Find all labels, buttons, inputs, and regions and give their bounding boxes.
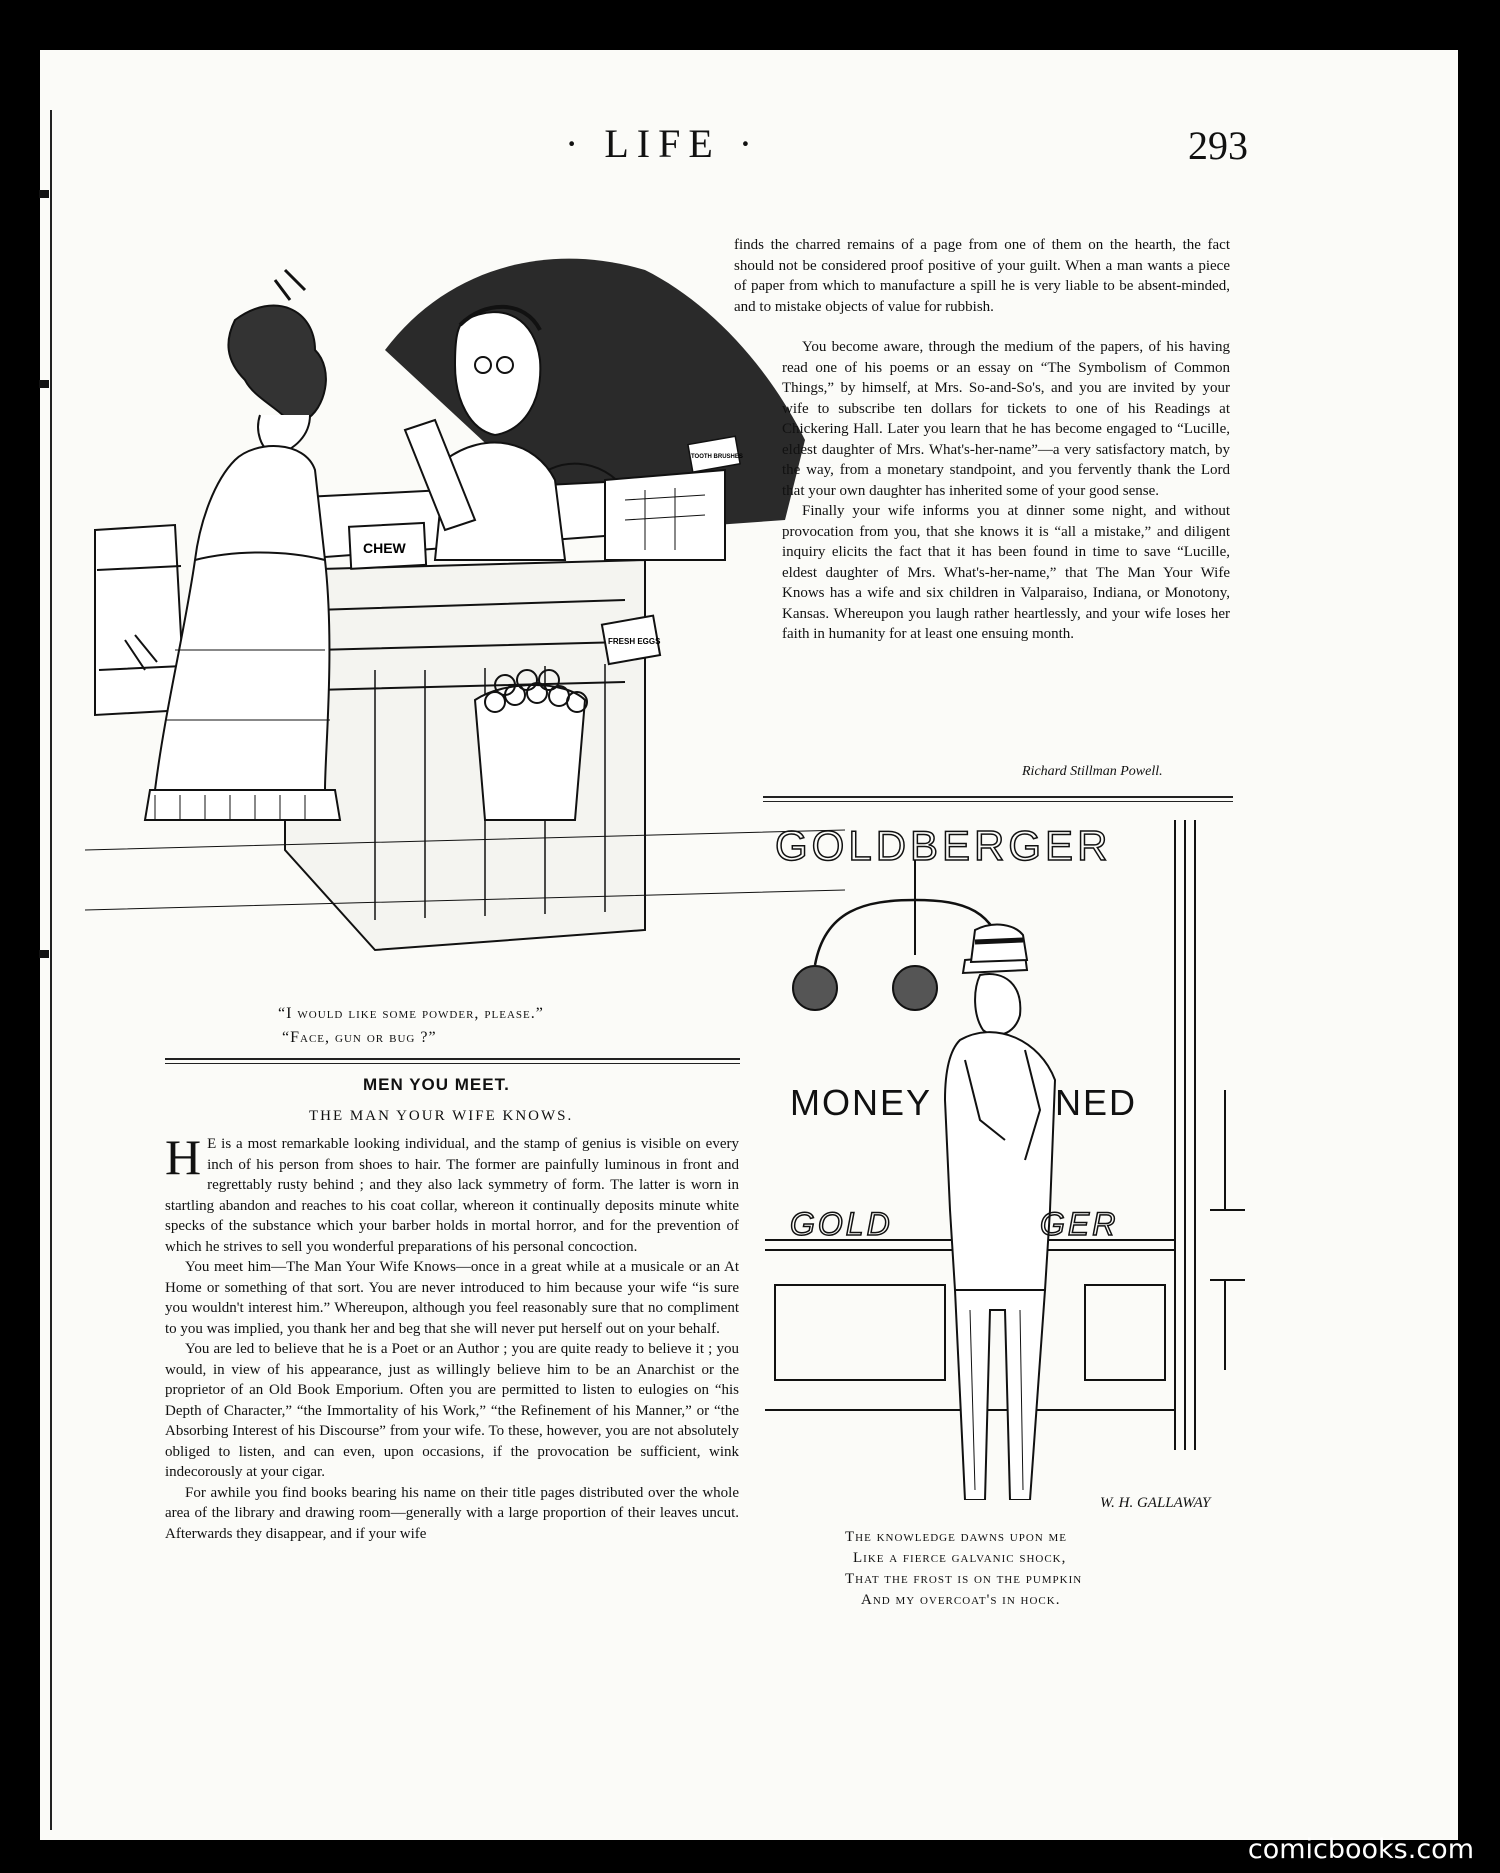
paragraph-7: Finally your wife informs you at dinner some night, and without provocation from you, that she knows it is “all a mistake,” and diligent inquiry elicits the fact that it has been found in time to save “Lucille, eldest daughter of Mrs. What's-her-name,” that The Man Your Wife Knows has a wife and six children in Valparaiso, Indiana, or Monotony, Kansas. Whereupon you laugh rather heartlessly, and your wife loses her faith in humanity for at least one ensuing month. — [782, 503, 1230, 642]
cartoon-store-counter — [85, 230, 845, 1010]
sign-fresh-eggs — [602, 616, 661, 664]
section-rule-right — [763, 796, 1233, 802]
poem-line-2: Like a fierce galvanic shock, — [853, 1550, 1067, 1566]
paragraph-3: You are led to believe that he is a Poet or an Author ; you are quite ready to believe it ; you would, in view of his appearance, just as willingly believe him to be an Anarchist or the proprietor of an Old Book Emporium. Often you are permitted to listen to eulogies on “his Depth of Character,” “the Immortality of his Work,” “the Refinement of his Manner,” or “the Absorbing Interest of his Discourse” from your wife. To these, however, you are not absolutely obliged to listen, and can even, upon occasions, if the provocation be sufficient, wink indecorously at your cigar. — [165, 1341, 739, 1480]
store-counter-drawing — [85, 230, 845, 1010]
sign-tooth-brushes-text: TOOTH BRUSHES — [691, 454, 743, 460]
binding-notch — [39, 190, 49, 198]
poem-line-3: That the frost is on the pumpkin — [845, 1571, 1083, 1587]
artist-signature: W. H. GALLAWAY — [1100, 1495, 1211, 1511]
caption-line-1: “I would like some powder, please.” — [278, 1005, 544, 1022]
paragraph-6: You become aware, through the medium of the papers, of his having read one of his poems or an essay on “The Symbolism of Common Things,” by himself, at Mrs. So-and-So's, and you are invited by your wife to subscribe ten dollars for tickets to one of his Readings at Chickering Hall. Later you learn that he has become engaged to “Lucille, eldest daughter of Mrs. What's-her-name”—a very satisfactory match, by the way, from a monetary standpoint, and you fervently thank the Lord that your own daughter has inherited some of your good sense. — [782, 339, 1230, 499]
poem-caption — [845, 1527, 1082, 1611]
paragraph-4: For awhile you find books bearing his name on their title pages distributed over the whole area of the library and drawing room—generally with a large proportion of their leaves uncut. Afterwards they disappear, and if your wife — [165, 1484, 739, 1542]
left-cartoon-caption — [278, 1002, 544, 1050]
pawnshop-drawing — [765, 810, 1245, 1500]
watermark: comicbooks.com — [1247, 1834, 1474, 1865]
sign-chew-text: CHEW — [363, 540, 406, 556]
article-subheading: THE MAN YOUR WIFE KNOWS. — [309, 1108, 574, 1124]
sign-fresh-eggs-text: FRESH EGGS — [608, 637, 661, 646]
author-signature: Richard Stillman Powell. — [1022, 764, 1163, 779]
paragraph-2: You meet him—The Man Your Wife Knows—once in a great while at a musicale or an At Home or something of that sort. You are never introduced to him because your wife “is sure you wouldn't interest him.” Whereupon, although you feel reasonably sure that no compliment to you was implied, you thank her and beg that she will never put herself out on your behalf. — [165, 1259, 739, 1337]
paragraph-5: finds the charred remains of a page from one of them on the hearth, the fact should not be considered proof positive of your guilt. When a man wants a piece of paper from which to manufacture a spill he is very liable to be absent-minded, and to mistake objects of value for rubbish. — [734, 237, 1230, 315]
drop-cap: H — [165, 1129, 202, 1185]
window-text-right: NED — [1055, 1082, 1138, 1123]
paragraph-1: H E is a most remarkable looking individual, and the stamp of genius is visible on every inch of his person from shoes to hair. The former are painfully luminous in front and regrettably rusty behind ; and they also lack symmetry of form. The latter is worn in startling abandon and reaches to his coat collar, whereon it continually deposits minute white specks of the substance which your barber holds in mortal horror, and for the prevention of which he strives to sell you wonderful preparations of his personal concoction. — [165, 1129, 739, 1255]
article-column-left — [165, 1129, 739, 1544]
binding-edge — [40, 110, 52, 1830]
article-column-right-top — [734, 235, 1230, 317]
section-rule-left — [165, 1058, 740, 1064]
cartoon-pawnshop — [765, 810, 1245, 1500]
article-heading: MEN YOU MEET. — [363, 1075, 510, 1094]
shop-sign: GOLDBERGER — [775, 822, 1112, 869]
binding-notch — [39, 950, 49, 958]
poem-line-1: The knowledge dawns upon me — [845, 1529, 1067, 1545]
article-column-right-indented — [782, 337, 1230, 645]
sign-chew — [349, 523, 426, 569]
lower-sign-left: GOLD — [790, 1206, 893, 1242]
binding-notch — [39, 380, 49, 388]
window-text-left: MONEY — [790, 1082, 933, 1123]
magazine-title: · LIFE · — [565, 121, 761, 166]
caption-line-2: “Face, gun or bug ?” — [282, 1029, 437, 1046]
lower-sign-right: GER — [1040, 1206, 1119, 1242]
poem-line-4: And my overcoat's in hock. — [861, 1592, 1061, 1608]
page-number: 293 — [1188, 123, 1248, 168]
